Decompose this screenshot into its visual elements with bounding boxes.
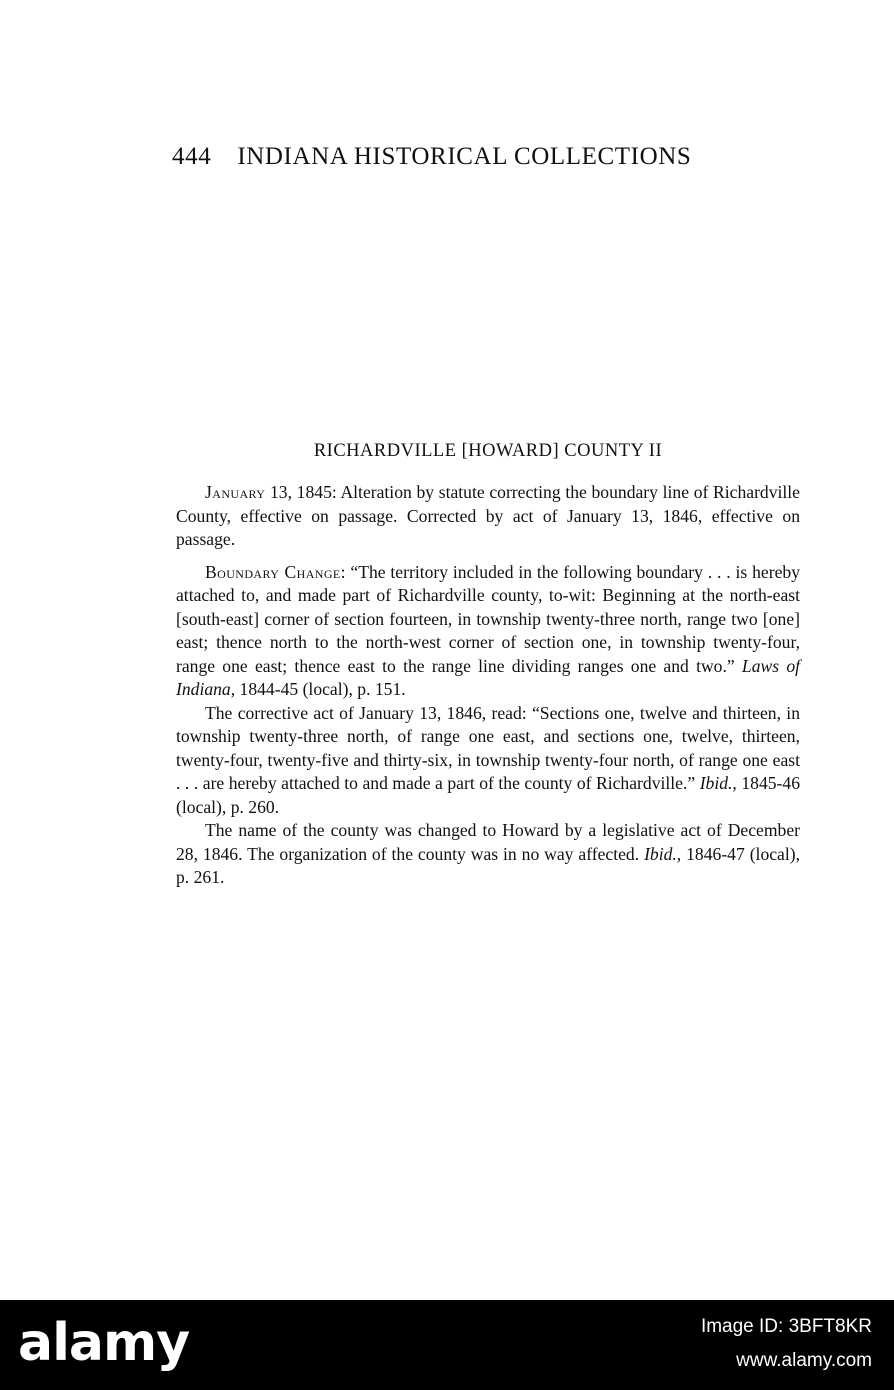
citation-title: Ibid., (644, 843, 682, 864)
paragraph-name-change (176, 819, 800, 890)
body-text (176, 481, 800, 890)
watermark-url: www.alamy.com (736, 1350, 872, 1371)
paragraph-text: 13, 1845: Alteration by statute correcting the boundary line of Richardville County, effective on passage. Corrected by act of January 13, 1846, effective on passage. (176, 482, 800, 549)
citation-tail: 1845-46 (local), p. 260. (176, 773, 800, 817)
citation-title: Laws of Indiana, (176, 655, 801, 699)
paragraph-corrective-act (176, 702, 800, 820)
paragraph-text: The name of the county was changed to Howard by a legislative act of December 28, 1846. The organization of the county was in no way affected. (176, 820, 800, 864)
citation-tail: 1846-47 (local), p. 261. (176, 843, 801, 887)
page-number: 444 (172, 143, 212, 170)
citation-title: Ibid., (699, 773, 737, 793)
boundary-change-lead: Boundary Change (205, 561, 341, 582)
paragraph-text: : “The territory included in the following boundary . . . is hereby attached to, and made part of Richardville county, to-wit: Beginning at the north-east [south-east] corner of section fourteen, in township twenty-three north, range two [one] east; thence north to the north-west corner of section one, in township twenty-four, range one east; thence east to the range line dividing ranges one and two.” (176, 561, 800, 676)
date-lead: January (205, 482, 266, 502)
running-title: INDIANA HISTORICAL COLLECTIONS (237, 143, 692, 170)
paragraph-date-entry (176, 481, 800, 552)
citation-tail: 1844-45 (local), p. 151. (235, 679, 406, 699)
paragraph-text: The corrective act of January 13, 1846, read: “Sections one, twelve and thirteen, in township twenty-three north, of range one east, and sections one, twelve, thirteen, twenty-four, twenty-five and thirty-six, in township twenty-four north, of range one east . . . are hereby attached to and made a part of the county of Richardville.” (176, 702, 800, 793)
watermark-banner (0, 1300, 894, 1390)
alamy-logo: alamy (18, 1313, 190, 1373)
paragraph-boundary-change (176, 561, 800, 702)
running-head (172, 143, 732, 171)
section-title: RICHARDVILLE [HOWARD] COUNTY II (313, 441, 663, 461)
image-id-label: Image ID: 3BFT8KR (700, 1316, 872, 1337)
